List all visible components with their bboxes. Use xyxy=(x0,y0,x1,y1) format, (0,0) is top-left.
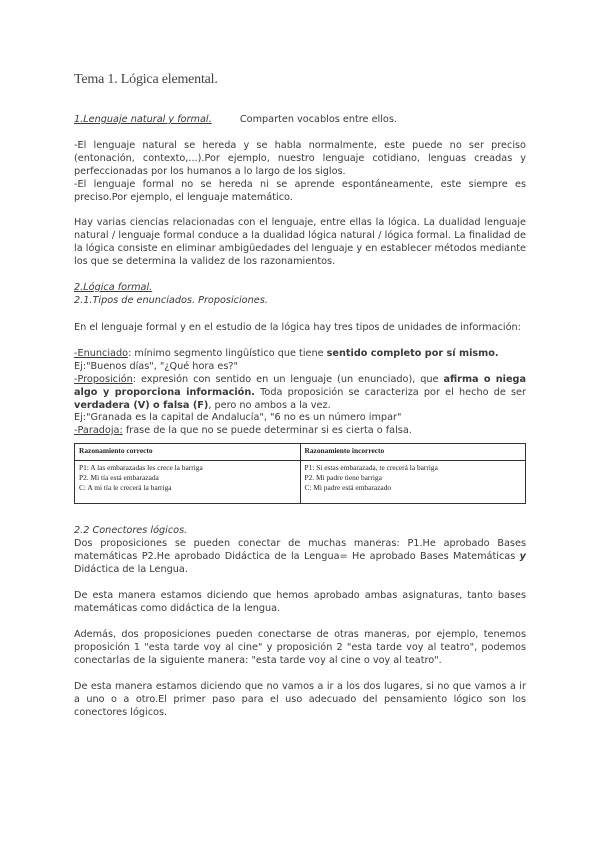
definition-enunciado xyxy=(74,347,526,360)
page-title: Tema 1. Lógica elemental. xyxy=(74,72,218,87)
connectors-y: y xyxy=(519,551,526,562)
enunciado-label: -Enunciado xyxy=(74,348,129,359)
paragraph-natural-language: -El lenguaje natural se hereda y se habla normalmente, este puede no ser preciso (entonación, contexto,...).Por ejemplo, nuestro lenguaje cotidiano, lenguas creadas y perfeccionadas por los humanos a lo largo de los siglos. xyxy=(74,140,526,177)
correct-line-1: P1: A las embarazadas les crece la barriga xyxy=(79,463,203,472)
proposicion-text-1: : expresión con sentido en un lenguaje (un enunciado), que xyxy=(132,374,444,385)
definition-proposicion xyxy=(74,373,526,412)
example-enunciado: Ej:"Buenos días", "¿Qué hora es?" xyxy=(74,361,238,372)
paragraph-formal-language: -El lenguaje formal no se hereda ni se aprende espontáneamente, este siempre es preciso.Por ejemplo, el lenguaje matemático. xyxy=(74,179,526,203)
section-2-title: 2.Lógica formal. xyxy=(74,282,153,293)
incorrect-line-3: C: Mi padre está embarazado xyxy=(304,483,392,492)
section-1-tail: Comparten vocablos entre ellos. xyxy=(239,114,397,125)
correct-line-3: C: A mi tía le crecerá la barriga xyxy=(79,483,172,492)
table-row xyxy=(75,461,526,504)
proposicion-bold-2: verdadera (V) o falsa (F) xyxy=(74,400,209,411)
section-1-heading-line xyxy=(74,113,526,126)
paradoja-text: frase de la que no se puede determinar si es cierta o falsa. xyxy=(122,425,412,436)
table-header-row xyxy=(75,444,526,461)
section-1-heading: 1.Lenguaje natural y formal. xyxy=(74,114,212,125)
table-cell-correct xyxy=(75,461,301,504)
paragraph-conclusion: De esta manera estamos diciendo que no vamos a ir a los dos lugares, si no que vamos a ir a uno o a otro.El primer paso para el uso adecuado del pensamiento lógico son los conectores lógicos. xyxy=(74,681,526,718)
proposicion-text-2: Toda proposición se caracteriza por el hecho de ser xyxy=(254,387,527,398)
example-proposicion: Ej:"Granada es la capital de Andalucía", "6 no es un número impar" xyxy=(74,412,402,423)
proposicion-text-3: , pero no ambos a la vez. xyxy=(208,400,331,411)
enunciado-bold: sentido completo por sí mismo. xyxy=(326,348,499,359)
section-2-1-title: 2.1.Tipos de enunciados. Proposiciones. xyxy=(74,295,268,306)
definition-paradoja xyxy=(74,424,526,437)
connectors-text-b: Didáctica de la Lengua. xyxy=(74,564,188,575)
table-header-incorrect: Razonamiento incorrecto xyxy=(300,444,526,461)
section-2-heading xyxy=(74,281,526,307)
proposicion-label: -Proposición xyxy=(74,374,133,385)
proposicion-bold-1: afirma o niega algo y proporciona información. xyxy=(74,374,526,398)
table-header-correct: Razonamiento correcto xyxy=(75,444,301,461)
paragraph-connectors xyxy=(74,537,526,576)
paragraph-other-connections: Además, dos proposiciones pueden conectarse de otras maneras, por ejemplo, tenemos proposición 1 "esta tarde voy al cine" y proposición 2 "esta tarde voy al teatro", podemos conectarlas de la siguiente manera: "esta tarde voy al cine o voy al teatro". xyxy=(74,629,526,666)
connectors-text-a: Dos proposiciones se pueden conectar de muchas maneras: P1.He aprobado Bases matemáticas P2.He aprobado Didáctica de la Lengua= He aprobado Bases Matemáticas xyxy=(74,538,526,562)
correct-line-2: P2. Mi tía está embarazada xyxy=(79,473,159,482)
enunciado-text: : mínimo segmento lingüístico que tiene xyxy=(128,348,327,359)
paragraph-logic-intro: Hay varias ciencias relacionadas con el lenguaje, entre ellas la lógica. La dualidad lenguaje natural / lenguaje formal conduce a la dualidad lógica natural / lógica formal. La finalidad de la lógica consiste en eliminar ambigüedades del lenguaje y en establecer métodos mediante los que se determina la validez de los razonamientos. xyxy=(74,217,526,267)
section-2-2-title: 2.2 Conectores lógicos. xyxy=(74,525,188,536)
reasoning-table xyxy=(74,443,526,504)
table-cell-incorrect xyxy=(300,461,526,504)
incorrect-line-2: P2. Mi padre tiene barriga xyxy=(304,473,382,482)
incorrect-line-1: P1: Si estas embarazada, te crecerá la barriga xyxy=(304,463,438,472)
paragraph-units: En el lenguaje formal y en el estudio de la lógica hay tres tipos de unidades de información: xyxy=(74,322,521,333)
paragraph-both-subjects: De esta manera estamos diciendo que hemos aprobado ambas asignaturas, tanto bases matemáticas como didáctica de la lengua. xyxy=(74,590,526,614)
paradoja-label: -Paradoja: xyxy=(74,425,123,436)
